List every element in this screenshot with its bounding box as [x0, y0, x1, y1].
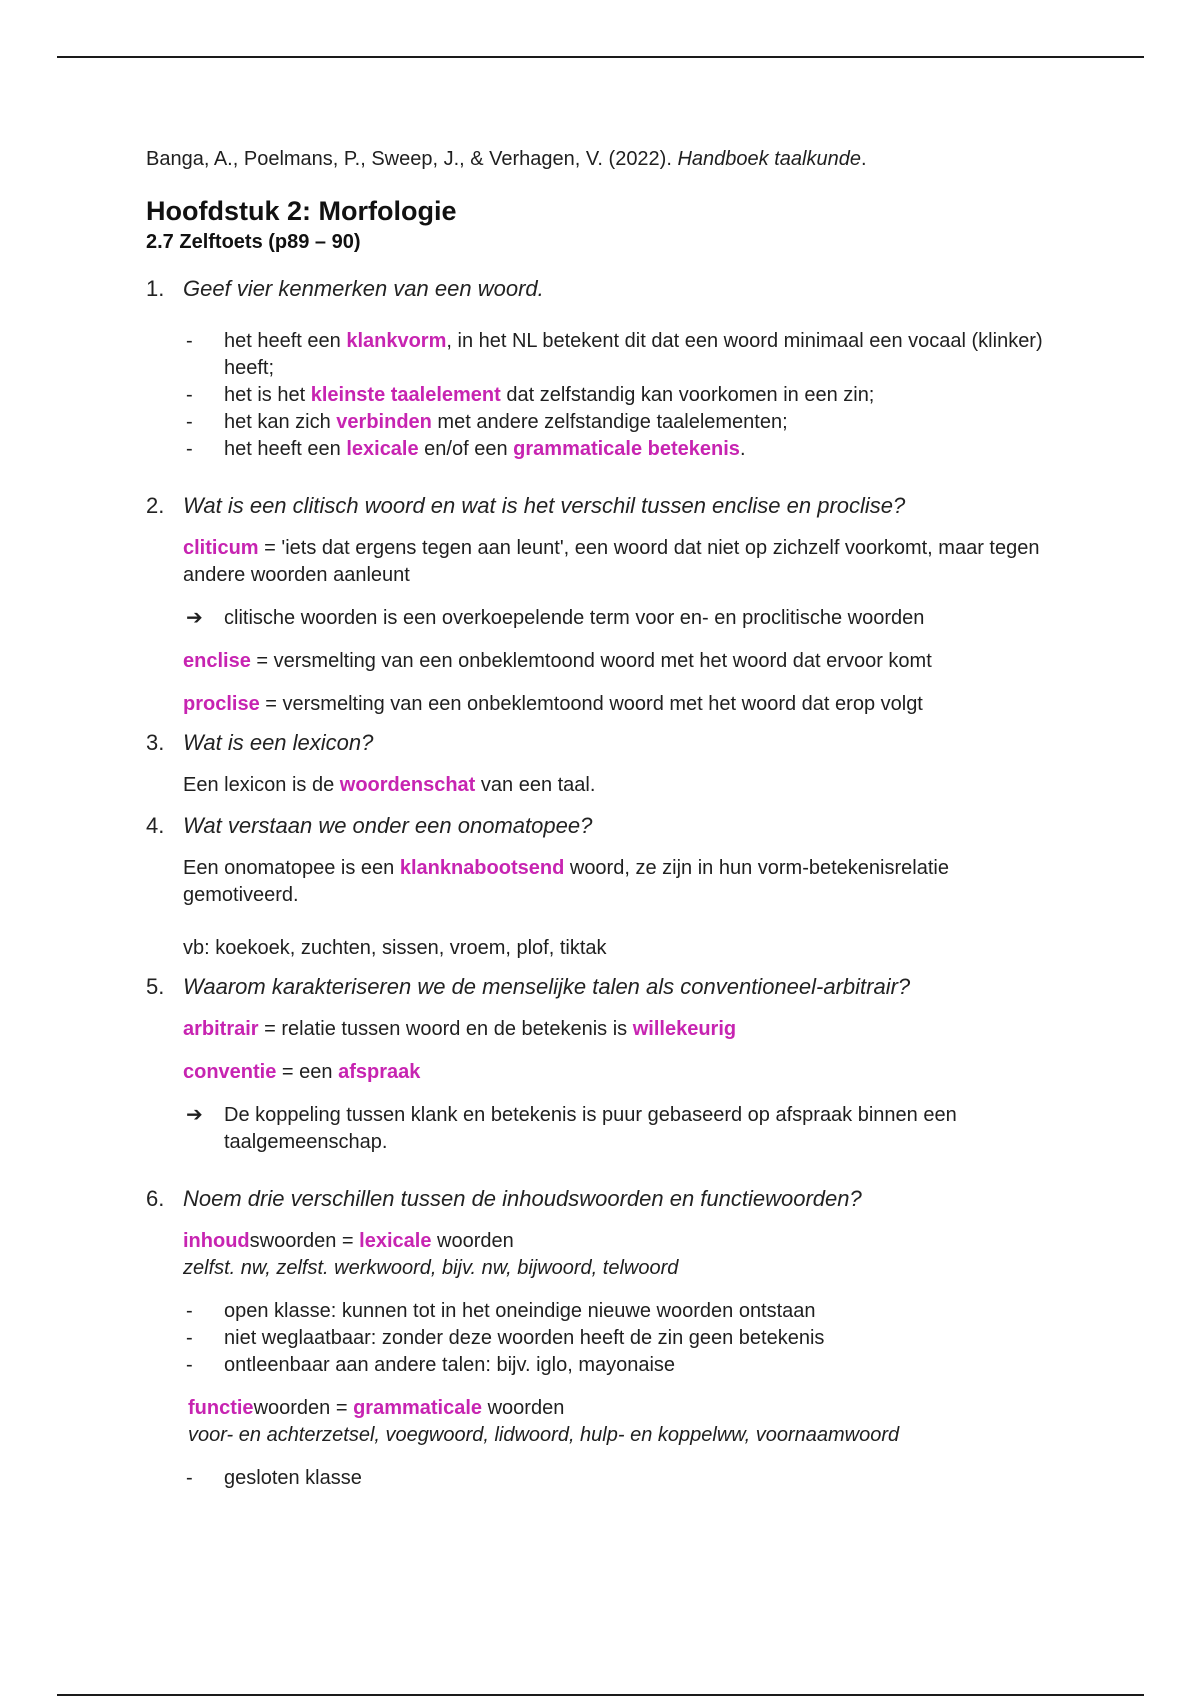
question-number: 1.: [146, 276, 165, 301]
answer-paragraph: [183, 535, 1066, 589]
answer-paragraph: [183, 648, 1066, 675]
text: woord, ze zijn in hun vorm-betekenisrelatie gemotiveerd.: [183, 857, 949, 906]
dash-marker: -: [186, 384, 193, 406]
list-item: [186, 436, 1066, 463]
list-item: [186, 409, 1066, 436]
highlight: kleinste taalelement: [310, 384, 501, 406]
question-number: 4.: [146, 813, 165, 838]
dash-marker: -: [186, 1354, 193, 1376]
text: = versmelting van een onbeklemtoond woord met het woord dat ervoor komt: [250, 650, 932, 672]
highlight: lexicale: [346, 438, 419, 460]
highlight: conventie: [183, 1061, 277, 1083]
arrow-icon: ➔: [186, 607, 203, 629]
text: , in het NL betekent dit dat een woord minimaal een vocaal (klinker) heeft;: [224, 330, 1043, 379]
list-item: [186, 1298, 1066, 1325]
list-item: [186, 328, 1066, 382]
highlight: grammaticale betekenis: [513, 438, 740, 460]
top-rule: [57, 56, 1144, 58]
text: het heeft een: [224, 330, 347, 352]
document-body: [146, 146, 1066, 1492]
highlight: cliticum: [183, 537, 259, 559]
dash-marker: -: [186, 330, 193, 352]
question-5: [146, 972, 1066, 1002]
text: Een onomatopee is een: [183, 857, 400, 879]
text: De koppeling tussen klank en betekenis is puur gebaseerd op afspraak binnen een taalgemeenschap.: [224, 1104, 957, 1153]
highlight: klankvorm: [346, 330, 447, 352]
dash-marker: -: [186, 438, 193, 460]
question-1: [146, 274, 1066, 304]
highlight: willekeurig: [632, 1018, 737, 1040]
citation-title: Handboek taalkunde: [677, 148, 861, 170]
citation-end: .: [860, 148, 867, 170]
text: = versmelting van een onbeklemtoond woord met het woord dat erop volgt: [259, 693, 923, 715]
list-item: [186, 1465, 1066, 1492]
example-line: vb: koekoek, zuchten, sissen, vroem, plof, tiktak: [183, 937, 607, 959]
highlight: verbinden: [336, 411, 432, 433]
text: niet weglaatbaar: zonder deze woorden heeft de zin geen betekenis: [224, 1327, 825, 1349]
list-item: [186, 1352, 1066, 1379]
q1-bullet-list: [186, 328, 1066, 463]
highlight: inhoud: [183, 1230, 250, 1252]
answer-paragraph: [183, 855, 1066, 909]
question-number: 2.: [146, 493, 165, 518]
inhoudswoorden-heading: [183, 1228, 1066, 1255]
functiewoorden-list: [186, 1465, 1066, 1492]
question-3: [146, 728, 1066, 758]
text: gesloten klasse: [224, 1467, 362, 1489]
text: = 'iets dat ergens tegen aan leunt', een woord dat niet op zichzelf voorkomt, maar tegen andere woorden aanleunt: [183, 537, 1040, 586]
question-number: 5.: [146, 974, 165, 999]
text: woorden =: [253, 1397, 354, 1419]
question-text: Wat is een lexicon?: [183, 730, 374, 755]
arrow-icon: ➔: [186, 1104, 203, 1126]
text: het is het: [224, 384, 311, 406]
inhoudswoorden-examples: zelfst. nw, zelfst. werkwoord, bijv. nw, bijwoord, telwoord: [183, 1257, 679, 1279]
question-number: 3.: [146, 730, 165, 755]
question-number: 6.: [146, 1186, 165, 1211]
text: het heeft een: [224, 438, 347, 460]
text: = relatie tussen woord en de betekenis is: [258, 1018, 633, 1040]
question-text: Waarom karakteriseren we de menselijke talen als conventioneel-arbitrair?: [183, 974, 911, 999]
list-item: [186, 1325, 1066, 1352]
question-4: [146, 811, 1066, 841]
text: woorden: [431, 1230, 514, 1252]
text: van een taal.: [475, 774, 596, 796]
answer-paragraph: [183, 1016, 1066, 1043]
highlight: grammaticale: [353, 1397, 483, 1419]
text: het kan zich: [224, 411, 337, 433]
dash-marker: -: [186, 1467, 193, 1489]
answer-paragraph: [183, 691, 1066, 718]
arrow-note: [186, 605, 1066, 632]
text: clitische woorden is een overkoepelende term voor en- en proclitische woorden: [224, 607, 925, 629]
dash-marker: -: [186, 411, 193, 433]
functiewoorden-heading: [188, 1395, 1066, 1422]
dash-marker: -: [186, 1300, 193, 1322]
text: en/of een: [418, 438, 514, 460]
question-text: Wat verstaan we onder een onomatopee?: [183, 813, 593, 838]
chapter-title: Hoofdstuk 2: Morfologie: [146, 196, 457, 226]
highlight: lexicale: [359, 1230, 432, 1252]
question-6: [146, 1184, 1066, 1214]
highlight: woordenschat: [339, 774, 476, 796]
question-text: Noem drie verschillen tussen de inhoudswoorden en functiewoorden?: [183, 1186, 862, 1211]
text: met andere zelfstandige taalelementen;: [431, 411, 788, 433]
highlight: proclise: [183, 693, 260, 715]
text: swoorden =: [249, 1230, 360, 1252]
text: dat zelfstandig kan voorkomen in een zin;: [500, 384, 875, 406]
functiewoorden-examples: voor- en achterzetsel, voegwoord, lidwoord, hulp- en koppelww, voornaamwoord: [188, 1424, 900, 1446]
highlight: arbitrair: [183, 1018, 259, 1040]
text: ontleenbaar aan andere talen: bijv. iglo, mayonaise: [224, 1354, 676, 1376]
highlight: klanknabootsend: [399, 857, 565, 879]
citation: [146, 146, 1066, 173]
arrow-note: [186, 1102, 1066, 1156]
answer-paragraph: [183, 772, 1066, 799]
question-2: [146, 491, 1066, 521]
section-title: 2.7 Zelftoets (p89 – 90): [146, 231, 361, 253]
text: open klasse: kunnen tot in het oneindige nieuwe woorden ontstaan: [224, 1300, 816, 1322]
list-item: [186, 382, 1066, 409]
inhoudswoorden-list: [186, 1298, 1066, 1379]
citation-authors: Banga, A., Poelmans, P., Sweep, J., & Verhagen, V. (2022).: [146, 148, 678, 170]
answer-paragraph: [183, 1059, 1066, 1086]
question-text: Wat is een clitisch woord en wat is het verschil tussen enclise en proclise?: [183, 493, 906, 518]
question-text: Geef vier kenmerken van een woord.: [183, 276, 544, 301]
highlight: afspraak: [338, 1061, 421, 1083]
text: woorden: [482, 1397, 565, 1419]
text: = een: [276, 1061, 339, 1083]
highlight: functie: [188, 1397, 254, 1419]
bottom-rule: [57, 1694, 1144, 1696]
dash-marker: -: [186, 1327, 193, 1349]
text: .: [739, 438, 746, 460]
text: Een lexicon is de: [183, 774, 340, 796]
highlight: enclise: [183, 650, 251, 672]
